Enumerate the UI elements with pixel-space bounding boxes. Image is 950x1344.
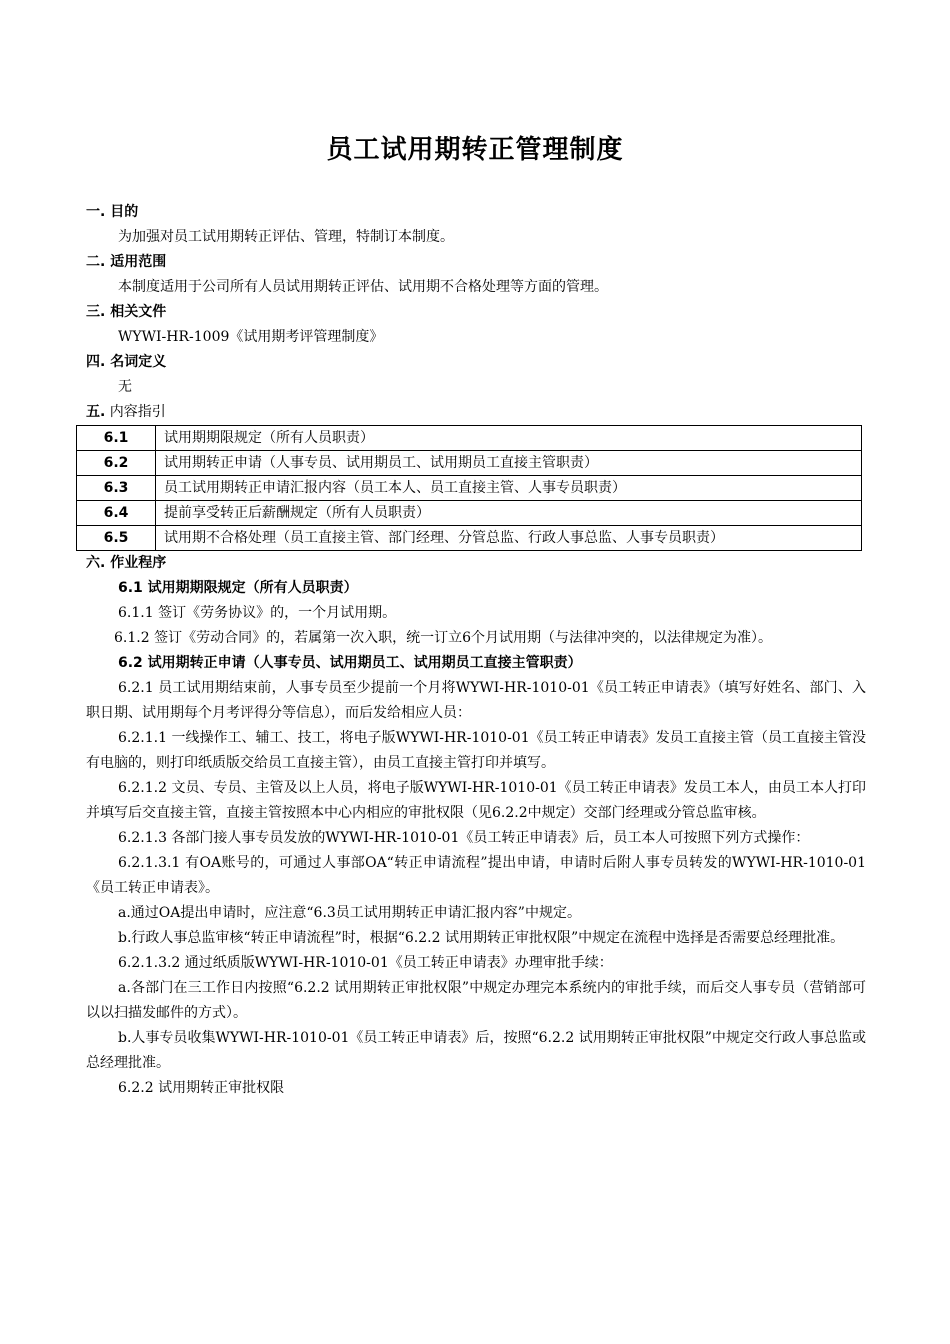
paragraph-6-1-2: 6.1.2 签订《劳动合同》的，若属第一次入职，统一订立6个月试用期（与法律冲突的，以法律规定为准）。 [114,630,772,646]
section-heading-related-docs: 三. 相关文件 [86,304,167,320]
toc-number: 6.4 [77,501,156,526]
section-heading-content-guide [86,400,866,425]
toc-text: 试用期期限规定（所有人员职责） [156,426,862,451]
table-row [77,526,862,551]
table-row [77,426,862,451]
paragraph-6-2-1-2: 6.2.1.2 文员、专员、主管及以上人员，将电子版WYWI-HR-1010-01《员工转正申请表》发员工本人，由员工本人打印并填写后交直接主管，直接主管按照本中心内相应的审批权限（见6.2.2中规定）交部门经理或分管总监审核。 [86,780,866,821]
content-guide-table [76,425,862,551]
paragraph-6-2-1-3-1-a: a.通过OA提出申请时，应注意“6.3员工试用期转正申请汇报内容”中规定。 [118,905,581,921]
section-heading-procedure: 六. 作业程序 [86,555,167,571]
toc-number: 6.1 [77,426,156,451]
paragraph-6-2-1: 6.2.1 员工试用期结束前，人事专员至少提前一个月将WYWI-HR-1010-01《员工转正申请表》（填写好姓名、部门、入职日期、试用期每个月考评得分等信息），而后发给相应人员： [86,680,866,721]
paragraph-6-2-1-1: 6.2.1.1 一线操作工、辅工、技工，将电子版WYWI-HR-1010-01《员工转正申请表》发员工直接主管（员工直接主管没有电脑的，则打印纸质版交给员工直接主管），由员工直接主管打印并填写。 [86,730,866,771]
paragraph-6-2-1-3-2-b: b.人事专员收集WYWI-HR-1010-01《员工转正申请表》后，按照“6.2.2 试用期转正审批权限”中规定交行政人事总监或总经理批准。 [86,1030,866,1071]
table-row [77,451,862,476]
paragraph-6-2-1-3-2-a: a.各部门在三工作日内按照“6.2.2 试用期转正审批权限”中规定办理完本系统内的审批手续，而后交人事专员（营销部可以以扫描发邮件的方式）。 [86,980,866,1021]
table-row [77,501,862,526]
toc-number: 6.5 [77,526,156,551]
subsection-heading-6-2: 6.2 试用期转正申请（人事专员、试用期员工、试用期员工直接主管职责） [118,655,582,671]
document-title: 员工试用期转正管理制度 [326,135,624,165]
section-text-definitions: 无 [118,379,132,395]
toc-text: 提前享受转正后薪酬规定（所有人员职责） [156,501,862,526]
section-text-scope: 本制度适用于公司所有人员试用期转正评估、试用期不合格处理等方面的管理。 [118,279,608,295]
section-heading-content-guide-text: 内容指引 [105,404,166,420]
section-text-related-docs: WYWI-HR-1009《试用期考评管理制度》 [118,329,384,345]
document-body [86,200,866,1101]
section-heading-scope: 二. 适用范围 [86,254,167,270]
subsection-heading-6-1: 6.1 试用期期限规定（所有人员职责） [118,580,358,596]
paragraph-6-2-1-3-1: 6.2.1.3.1 有OA账号的，可通过人事部OA“转正申请流程”提出申请，申请时后附人事专员转发的WYWI-HR-1010-01《员工转正申请表》。 [86,855,866,896]
paragraph-6-2-1-3: 6.2.1.3 各部门接人事专员发放的WYWI-HR-1010-01《员工转正申请表》后，员工本人可按照下列方式操作： [118,830,810,846]
toc-text: 试用期转正申请（人事专员、试用期员工、试用期员工直接主管职责） [156,451,862,476]
toc-text: 试用期不合格处理（员工直接主管、部门经理、分管总监、行政人事总监、人事专员职责） [156,526,862,551]
paragraph-6-2-1-3-2: 6.2.1.3.2 通过纸质版WYWI-HR-1010-01《员工转正申请表》办理审批手续： [118,955,613,971]
section-heading-purpose: 一. 目的 [86,204,139,220]
paragraph-6-1-1: 6.1.1 签订《劳务协议》的，一个月试用期。 [118,605,397,621]
toc-text: 员工试用期转正申请汇报内容（员工本人、员工直接主管、人事专员职责） [156,476,862,501]
paragraph-6-2-2: 6.2.2 试用期转正审批权限 [118,1080,285,1096]
toc-number: 6.3 [77,476,156,501]
section-heading-definitions: 四. 名词定义 [86,354,167,370]
toc-number: 6.2 [77,451,156,476]
section-text-purpose: 为加强对员工试用期转正评估、管理，特制订本制度。 [118,229,454,245]
section-heading-content-guide-num: 五. [86,404,106,420]
paragraph-6-2-1-3-1-b: b.行政人事总监审核“转正申请流程”时，根据“6.2.2 试用期转正审批权限”中规定在流程中选择是否需要总经理批准。 [118,930,845,946]
table-row [77,476,862,501]
